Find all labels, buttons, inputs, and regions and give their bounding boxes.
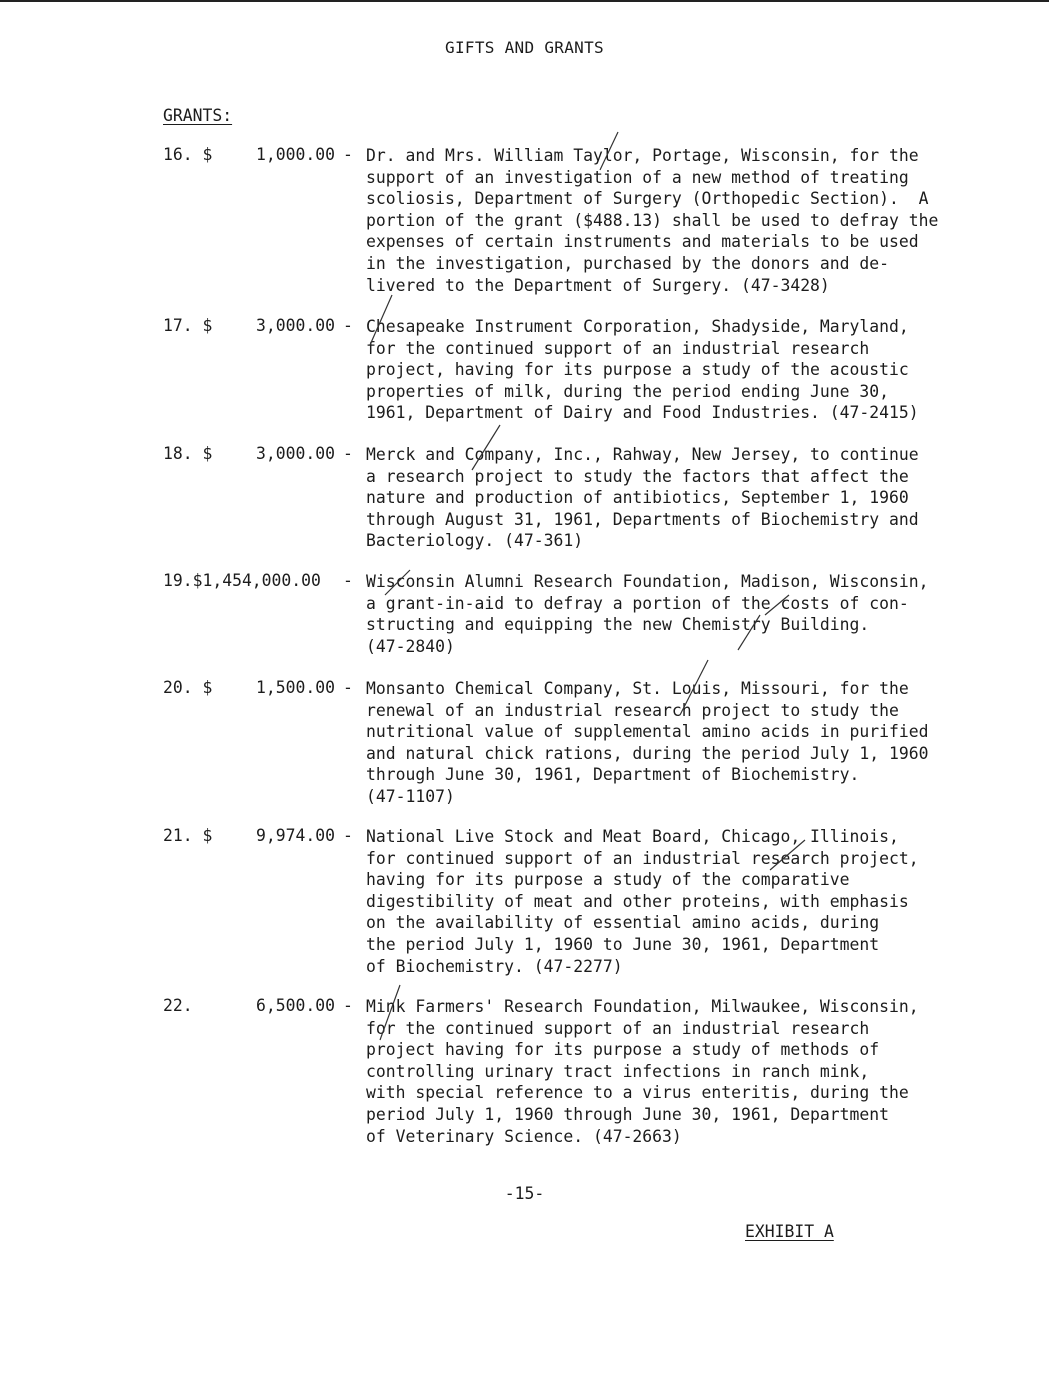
grant-line: project, having for its purpose a study of the acoustic: [366, 360, 909, 380]
grant-line: for continued support of an industrial research project,: [366, 848, 919, 868]
grant-line: (47-2840): [366, 636, 455, 656]
grant-amount: 6,500.00: [256, 996, 335, 1015]
grant-line: digestibility of meat and other proteins, with emphasis: [366, 891, 909, 911]
page-title: GIFTS AND GRANTS: [445, 38, 604, 57]
grant-line: on the availability of essential amino acids, during: [366, 913, 880, 933]
grant-amount: 1,000.00: [256, 145, 335, 164]
grant-line: Chesapeake Instrument Corporation, Shadyside, Maryland,: [366, 317, 909, 336]
check-mark: [680, 660, 708, 715]
page-number: -15-: [504, 1184, 545, 1203]
grant-line: Monsanto Chemical Company, St. Louis, Missouri, for the: [366, 679, 909, 698]
grant-line: portion of the grant ($488.13) shall be used to defray the: [366, 210, 939, 230]
grant-dash: -: [343, 996, 353, 1015]
check-mark: [385, 570, 410, 595]
grant-line: (47-1107): [366, 786, 455, 806]
grant-line: livered to the Department of Surgery. (47-3428): [366, 275, 830, 295]
grant-line: and natural chick rations, during the period July 1, 1960: [366, 743, 929, 763]
grant-dash: -: [343, 145, 353, 164]
grant-line: Bacteriology. (47-361): [366, 531, 584, 551]
grant-line: expenses of certain instruments and materials to be used: [366, 232, 919, 252]
check-mark: [370, 295, 392, 345]
grant-line: structing and equipping the new Chemistry Building.: [366, 615, 870, 635]
grant-line: renewal of an industrial research project to study the: [366, 700, 899, 720]
grant-line: a research project to study the factors that affect the: [366, 466, 909, 486]
grant-line: National Live Stock and Meat Board, Chicago, Illinois,: [366, 827, 899, 846]
grant-number: 22.: [163, 996, 193, 1015]
grant-dash: -: [343, 826, 353, 845]
grant-line: properties of milk, during the period ending June 30,: [366, 381, 890, 401]
check-mark: [770, 840, 805, 870]
grant-line: period July 1, 1960 through June 30, 1961, Department: [366, 1104, 890, 1124]
grant-line: Dr. and Mrs. William Taylor, Portage, Wisconsin, for the: [366, 146, 919, 165]
grant-line: for the continued support of an industrial research: [366, 338, 870, 358]
grant-line: nature and production of antibiotics, September 1, 1960: [366, 488, 909, 508]
grant-line: having for its purpose a study of the comparative: [366, 870, 850, 890]
grant-number: 17. $: [163, 316, 213, 335]
grant-line: of Veterinary Science. (47-2663): [366, 1126, 682, 1146]
grant-line: in the investigation, purchased by the donors and de-: [366, 253, 890, 273]
grant-line: controlling urinary tract infections in ranch mink,: [366, 1061, 870, 1081]
grant-line: of Biochemistry. (47-2277): [366, 956, 623, 976]
grant-line: project having for its purpose a study of methods of: [366, 1040, 880, 1060]
check-mark: [380, 985, 400, 1040]
grant-line: through August 31, 1961, Departments of Biochemistry and: [366, 509, 919, 529]
grant-line: Merck and Company, Inc., Rahway, New Jersey, to continue: [366, 445, 919, 464]
grant-dash: -: [343, 678, 353, 697]
grant-number: 19.$1,454,000.00: [163, 571, 321, 590]
grant-number: 18. $: [163, 444, 213, 463]
grant-number: 20. $: [163, 678, 213, 697]
grant-line: a grant-in-aid to defray a portion of the costs of con-: [366, 593, 909, 613]
grant-amount: 3,000.00: [256, 316, 335, 335]
grant-amount: 9,974.00: [256, 826, 335, 845]
grant-line: nutritional value of supplemental amino acids in purified: [366, 722, 929, 742]
check-mark: [765, 595, 789, 615]
grant-dash: -: [343, 316, 353, 335]
grant-dash: -: [343, 571, 353, 590]
grant-line: the period July 1, 1960 to June 30, 1961, Department: [366, 934, 880, 954]
grant-amount: 1,500.00: [256, 678, 335, 697]
grant-line: through June 30, 1961, Department of Biochemistry.: [366, 765, 860, 785]
exhibit-label: EXHIBIT A: [745, 1222, 834, 1241]
grant-number: 21. $: [163, 826, 213, 845]
grant-line: 1961, Department of Dairy and Food Industries. (47-2415): [366, 403, 919, 423]
grant-line: Wisconsin Alumni Research Foundation, Madison, Wisconsin,: [366, 572, 929, 591]
grant-line: scoliosis, Department of Surgery (Orthopedic Section). A: [366, 189, 929, 209]
grant-number: 16. $: [163, 145, 213, 164]
grant-amount: 3,000.00: [256, 444, 335, 463]
section-heading: GRANTS:: [163, 106, 233, 125]
grant-dash: -: [343, 444, 353, 463]
grant-line: for the continued support of an industrial research: [366, 1018, 870, 1038]
check-mark: [738, 615, 760, 650]
grant-line: Mink Farmers' Research Foundation, Milwaukee, Wisconsin,: [366, 997, 919, 1016]
check-mark: [600, 132, 618, 170]
grant-line: support of an investigation of a new method of treating: [366, 167, 909, 187]
grant-line: with special reference to a virus enteritis, during the: [366, 1083, 909, 1103]
check-mark: [472, 425, 500, 470]
